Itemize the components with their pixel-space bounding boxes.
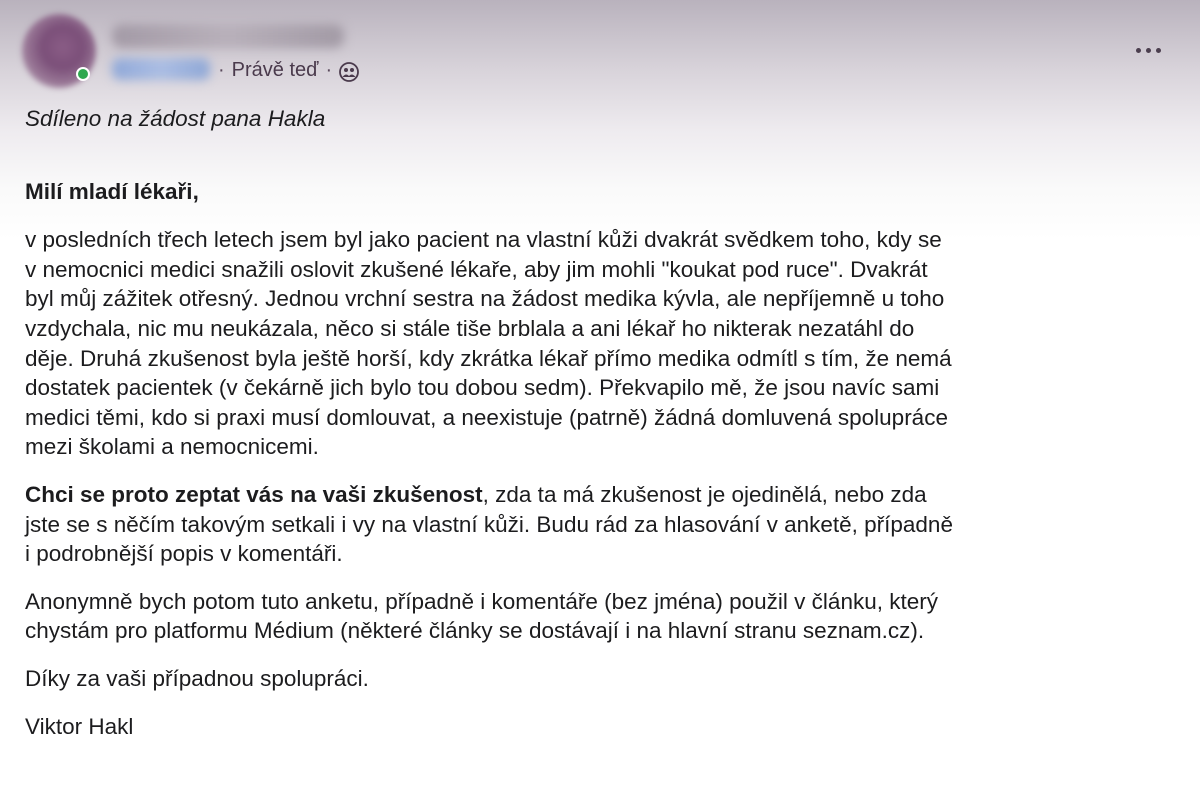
online-status-icon (76, 67, 90, 81)
text-line: i podrobnější popis v komentáři. (25, 541, 343, 567)
text-fragment: , zda ta má zkušenost je ojedinělá, nebo zda (482, 481, 927, 507)
meta-separator: · (325, 58, 333, 81)
text-line: děje. Druhá zkušenost byla ještě horší, kdy zkrátka lékař přímo medika odmítl s tím, že nemá (25, 345, 952, 371)
paragraph-3 (25, 587, 1185, 646)
text-line: v posledních třech letech jsem byl jako pacient na vlastní kůži dvakrát svědkem toho, kdy se (25, 227, 942, 253)
paragraph-4: Díky za vaši případnou spolupráci. (25, 665, 369, 691)
shared-note: Sdíleno na žádost pana Hakla (25, 106, 326, 131)
text-line: byl můj zážitek otřesný. Jednou vrchní sestra na žádost medika kývla, ale nepříjemně u toho (25, 286, 945, 312)
text-line: medici těmi, kdo si praxi musí domlouvat, a neexistuje (patrně) žádná domluvená spolupráce (25, 404, 948, 430)
post-meta (218, 56, 359, 84)
text-line: mezi školami a nemocnicemi. (25, 434, 319, 460)
meta-separator: · (218, 58, 225, 81)
post-timestamp[interactable]: Právě teď (231, 58, 319, 81)
text-line: dostatek pacientek (v čekárně jich bylo tou dobou sedm). Překvapilo mě, že jsou navíc sami (25, 375, 940, 401)
author-name-blurred[interactable] (112, 24, 344, 48)
text-line: jste se s něčím takovým setkali i vy na vlastní kůži. Budu rád za hlasování v anketě, případně (25, 511, 953, 537)
text-line: v nemocnici medici snažili oslovit zkušené lékaře, aby jim mohli "koukat pod ruce". Dvakrát (25, 256, 928, 282)
post-body (25, 104, 1185, 741)
text-line: Anonymně bych potom tuto anketu, případně i komentáře (bez jména) použil v článku, který (25, 588, 938, 614)
greeting: Milí mladí lékaři, (25, 178, 199, 204)
signature: Viktor Hakl (25, 713, 134, 739)
paragraph-2 (25, 480, 1185, 569)
text-line: chystám pro platformu Médium (některé články se dostávají i na hlavní stranu seznam.cz). (25, 618, 925, 644)
bold-question: Chci se proto zeptat vás na vaši zkušenost (25, 481, 483, 507)
text-line (25, 480, 1185, 510)
group-audience-icon[interactable] (339, 62, 359, 82)
text-line: vzdychala, nic mu neukázala, něco si stále tiše brblala a ani lékař ho nikterak nezatáhl do (25, 315, 915, 341)
more-options-icon[interactable] (1128, 38, 1168, 62)
group-name-blurred[interactable] (112, 58, 210, 80)
paragraph-1 (25, 225, 1185, 462)
